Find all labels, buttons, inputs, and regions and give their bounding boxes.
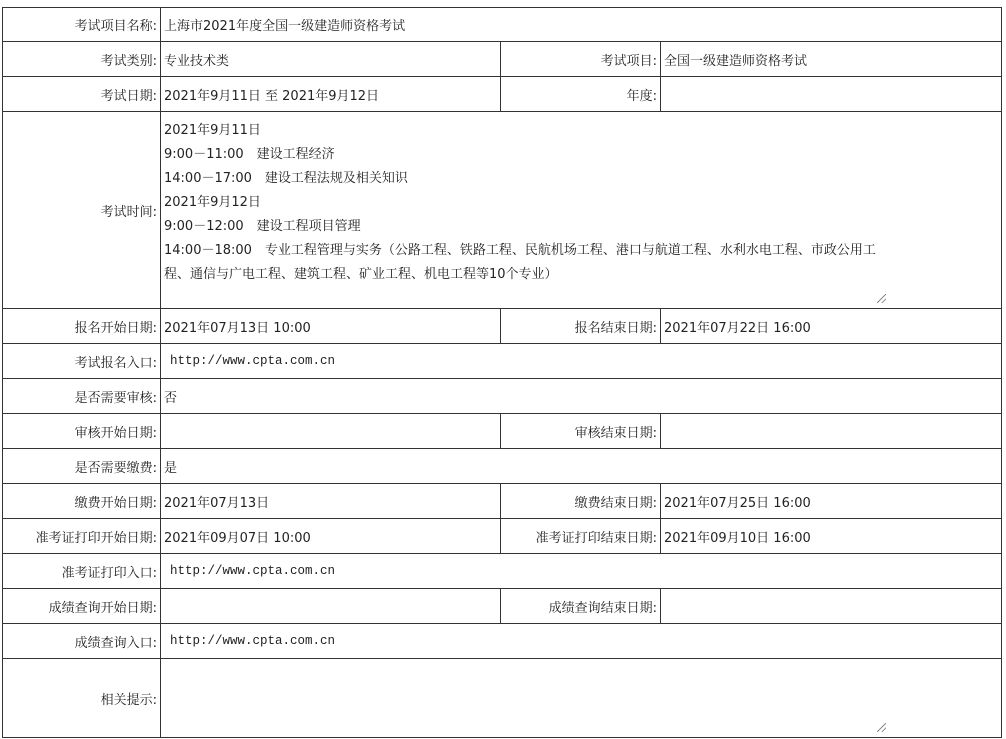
reg-entry-link[interactable]: http://www.cpta.com.cn	[161, 344, 1002, 379]
row-fee-dates	[3, 484, 1002, 519]
row-review-dates	[3, 414, 1002, 449]
exam-date-label: 考试日期:	[3, 77, 161, 112]
row-exam-name	[3, 8, 1002, 42]
ticket-entry-link[interactable]: http://www.cpta.com.cn	[161, 554, 1002, 589]
ticket-end-label: 准考证打印结束日期:	[501, 519, 661, 554]
resize-grip-icon[interactable]	[877, 723, 886, 732]
reg-start-label: 报名开始日期:	[3, 309, 161, 344]
hints-label: 相关提示:	[3, 659, 161, 738]
score-entry-link[interactable]: http://www.cpta.com.cn	[161, 624, 1002, 659]
schedule-line: 14:00－18:00 专业工程管理与实务（公路工程、铁路工程、民航机场工程、港口与航道工程、水利水电工程、市政公用工程、通信与广电工程、建筑工程、矿业工程、机电工程等10个专业）	[164, 243, 876, 282]
ticket-start-value: 2021年09月07日 10:00	[161, 519, 501, 554]
reg-entry-label: 考试报名入口:	[3, 344, 161, 379]
row-score-dates	[3, 589, 1002, 624]
row-need-fee	[3, 449, 1002, 484]
score-start-label: 成绩查询开始日期:	[3, 589, 161, 624]
exam-name-value: 上海市2021年度全国一级建造师资格考试	[161, 8, 1002, 42]
row-reg-entry	[3, 344, 1002, 379]
category-value: 专业技术类	[161, 42, 501, 77]
row-exam-time	[3, 112, 1002, 309]
schedule-line: 9:00－12:00 建设工程项目管理	[164, 219, 361, 234]
category-label: 考试类别:	[3, 42, 161, 77]
exam-name-label: 考试项目名称:	[3, 8, 161, 42]
row-hints	[3, 659, 1002, 738]
score-end-label: 成绩查询结束日期:	[501, 589, 661, 624]
exam-info-table	[2, 7, 1002, 738]
exam-date-value: 2021年9月11日 至 2021年9月12日	[161, 77, 501, 112]
score-end-value	[661, 589, 1002, 624]
need-fee-label: 是否需要缴费:	[3, 449, 161, 484]
ticket-start-label: 准考证打印开始日期:	[3, 519, 161, 554]
hints-textarea[interactable]	[161, 659, 1002, 738]
schedule-line: 14:00－17:00 建设工程法规及相关知识	[164, 171, 408, 186]
exam-time-textarea[interactable]	[161, 112, 1002, 309]
ticket-entry-label: 准考证打印入口:	[3, 554, 161, 589]
score-start-value	[161, 589, 501, 624]
reg-end-value: 2021年07月22日 16:00	[661, 309, 1002, 344]
review-end-value	[661, 414, 1002, 449]
need-review-value: 否	[161, 379, 1002, 414]
fee-start-label: 缴费开始日期:	[3, 484, 161, 519]
schedule-line: 2021年9月11日	[164, 123, 261, 138]
fee-end-value: 2021年07月25日 16:00	[661, 484, 1002, 519]
project-value: 全国一级建造师资格考试	[661, 42, 1002, 77]
need-review-label: 是否需要审核:	[3, 379, 161, 414]
year-label: 年度:	[501, 77, 661, 112]
reg-end-label: 报名结束日期:	[501, 309, 661, 344]
row-registration-dates	[3, 309, 1002, 344]
year-value	[661, 77, 1002, 112]
reg-start-value: 2021年07月13日 10:00	[161, 309, 501, 344]
review-start-value	[161, 414, 501, 449]
schedule-line: 2021年9月12日	[164, 195, 261, 210]
fee-start-value: 2021年07月13日	[161, 484, 501, 519]
row-score-entry	[3, 624, 1002, 659]
exam-time-label: 考试时间:	[3, 112, 161, 309]
row-category	[3, 42, 1002, 77]
fee-end-label: 缴费结束日期:	[501, 484, 661, 519]
resize-grip-icon[interactable]	[877, 294, 886, 303]
ticket-end-value: 2021年09月10日 16:00	[661, 519, 1002, 554]
need-fee-value: 是	[161, 449, 1002, 484]
review-end-label: 审核结束日期:	[501, 414, 661, 449]
score-entry-label: 成绩查询入口:	[3, 624, 161, 659]
review-start-label: 审核开始日期:	[3, 414, 161, 449]
row-ticket-dates	[3, 519, 1002, 554]
row-exam-date	[3, 77, 1002, 112]
row-ticket-entry	[3, 554, 1002, 589]
project-label: 考试项目:	[501, 42, 661, 77]
schedule-line: 9:00－11:00 建设工程经济	[164, 147, 335, 162]
row-need-review	[3, 379, 1002, 414]
